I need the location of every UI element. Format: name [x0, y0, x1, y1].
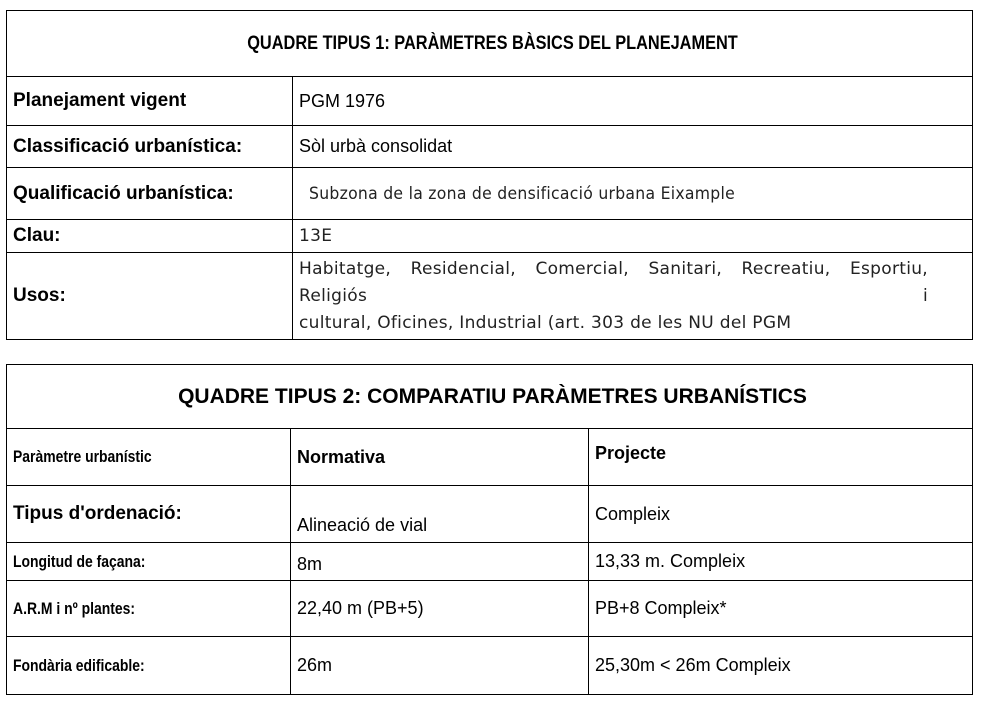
header-normativa: Normativa — [291, 429, 589, 486]
header-param — [7, 429, 291, 486]
table-row — [7, 486, 973, 543]
row-label-text: Fondària edificable: — [13, 655, 145, 675]
row-label: Classificació urbanística: — [7, 126, 293, 168]
row-label — [7, 637, 291, 695]
table-header-row — [7, 429, 973, 486]
row-value — [293, 253, 973, 340]
row-label: Clau: — [7, 220, 293, 253]
table-row — [7, 253, 973, 340]
table-row — [7, 220, 973, 253]
row-projecte: Compleix — [589, 486, 973, 543]
table-row — [7, 77, 973, 126]
row-normativa: Alineació de vial — [291, 486, 589, 543]
row-value-line: cultural, Oficines, Industrial (art. 303 de les NU del PGM — [299, 312, 792, 333]
table-row — [7, 581, 973, 637]
row-label — [7, 543, 291, 581]
table-row — [7, 637, 973, 695]
row-label: Planejament vigent — [7, 77, 293, 126]
row-value: Sòl urbà consolidat — [293, 126, 973, 168]
row-normativa: 8m — [291, 543, 589, 581]
row-value: 13E — [293, 220, 973, 253]
table1-title: QUADRE TIPUS 1: PARÀMETRES BÀSICS DEL PLANEJAMENT — [247, 32, 738, 54]
row-normativa: 26m — [291, 637, 589, 695]
table2-title-cell — [7, 365, 973, 429]
header-projecte: Projecte — [589, 429, 973, 486]
row-label — [7, 581, 291, 637]
table2-title: QUADRE TIPUS 2: COMPARATIU PARÀMETRES URBANÍSTICS — [178, 384, 807, 408]
row-projecte: 25,30m < 26m Compleix — [589, 637, 973, 695]
table1-title-cell — [7, 11, 973, 77]
row-label: Qualificació urbanística: — [7, 168, 293, 220]
row-value-line: Habitatge, Residencial, Comercial, Sanitari, Recreatiu, Esportiu, Religiós i — [299, 258, 929, 306]
header-param-text: Paràmetre urbanístic — [13, 447, 152, 466]
row-value — [293, 168, 973, 220]
row-projecte: PB+8 Compleix* — [589, 581, 973, 637]
table-row — [7, 543, 973, 581]
row-normativa: 22,40 m (PB+5) — [291, 581, 589, 637]
row-value-text: Subzona de la zona de densificació urbana Eixample — [309, 183, 736, 204]
row-label: Tipus d'ordenació: — [7, 486, 291, 543]
row-label: Usos: — [7, 253, 293, 340]
basic-parameters-table — [6, 10, 973, 340]
comparative-parameters-table — [6, 364, 973, 695]
table-row — [7, 168, 973, 220]
row-label-text: Longitud de façana: — [13, 551, 146, 571]
row-label-text: A.R.M i nº plantes: — [13, 598, 136, 618]
table-row — [7, 126, 973, 168]
row-projecte: 13,33 m. Compleix — [589, 543, 973, 581]
row-value: PGM 1976 — [293, 77, 973, 126]
